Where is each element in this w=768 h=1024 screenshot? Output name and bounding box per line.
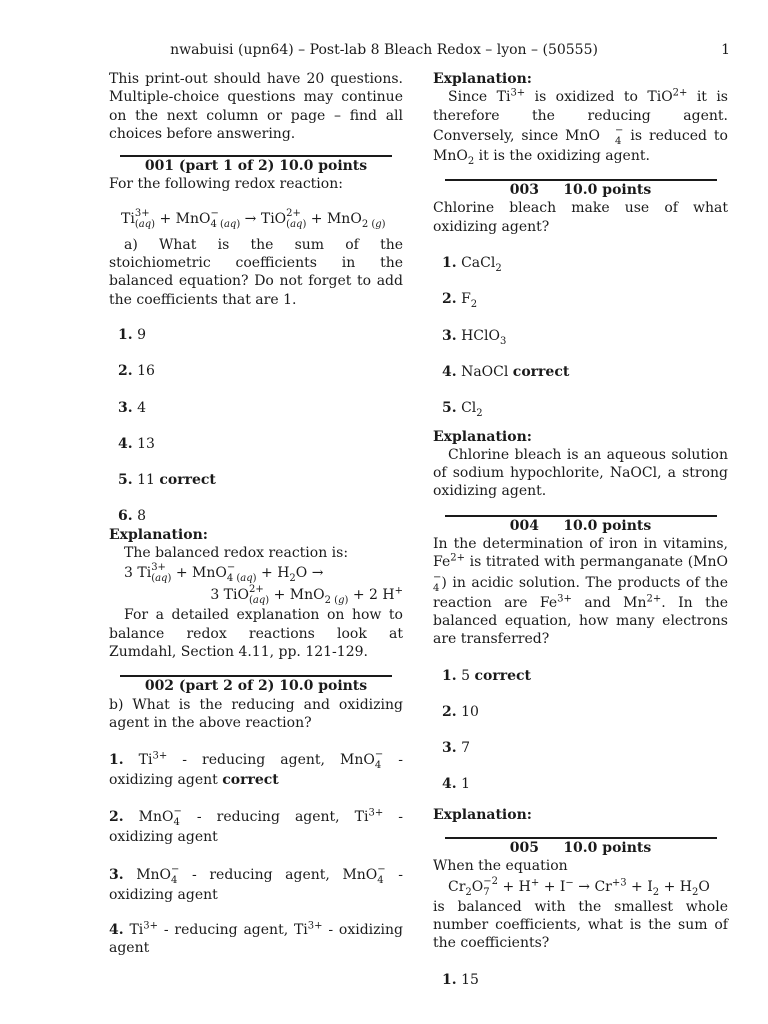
- answer-choice[interactable]: 1. CaCl$_2$: [442, 255, 502, 274]
- answer-choice[interactable]: 4. $Ti^{3+}$ - reducing agent, $Ti^{3+}$ - oxidizing agent: [109, 920, 403, 957]
- balanced-equation-line2: 3 TiO 2+ (aq) + MnO$_{2 (g)}$ + 2 H+: [210, 584, 403, 607]
- explanation-title: Explanation:: [433, 71, 532, 87]
- answer-choice[interactable]: 2. 10: [442, 703, 479, 720]
- question-1-prompt: For the following redox reaction:: [109, 176, 343, 193]
- correct-marker: correct: [222, 772, 279, 789]
- answer-choice[interactable]: 3. HClO$_3$: [442, 327, 507, 347]
- answer-choice[interactable]: 1. 15: [442, 971, 479, 988]
- answer-choice[interactable]: 1. $Ti^{3+}$ - reducing agent, MnO − 4 - oxidizing agent correct: [109, 749, 403, 789]
- answer-choice[interactable]: 5. 11 correct: [118, 472, 216, 489]
- left-column: [109, 70, 403, 958]
- question-3-text: Chlorine bleach make use of what oxidizing agent?: [433, 200, 728, 235]
- answer-choice[interactable]: 4. NaOCl correct: [442, 363, 570, 380]
- page-header: [0, 42, 768, 62]
- question-5-text: is balanced with the smallest whole number coefficients, what is the sum of the coefficients?: [433, 898, 728, 952]
- question-3-header: 003 10.0 points: [509, 182, 652, 199]
- page-title: nwabuisi (upn64) – Post-lab 8 Bleach Redox – lyon – (50555): [170, 42, 598, 58]
- explanation-title: Explanation:: [433, 806, 532, 823]
- question-1-header: 001 (part 1 of 2) 10.0 points: [144, 158, 368, 175]
- question-5-header: 005 10.0 points: [509, 840, 652, 857]
- explanation-title: Explanation:: [109, 526, 208, 543]
- question-5-equation: $Cr_2O$ −2 7 + $H^+ + I^- \to Cr^{+3} + I_2 + H_2O$: [448, 875, 710, 898]
- answer-choice[interactable]: 1. 9: [118, 326, 146, 343]
- answer-choice[interactable]: 5. $Cl_2$: [442, 400, 483, 420]
- balanced-equation-line1: 3 Ti 3+ (aq) + MnO − 4 (aq) + $H_2O$ →: [124, 562, 324, 585]
- question-1-text: a) What is the sum of the stoichiometric coefficients in the balanced equation? Do not forget to add the coefficients that are 1.: [109, 236, 403, 308]
- answer-choice[interactable]: 6. 8: [118, 508, 146, 525]
- correct-marker: correct: [159, 472, 216, 489]
- question-2-text: b) What is the reducing and oxidizing agent in the above reaction?: [109, 696, 403, 731]
- answer-choice[interactable]: 3. 4: [118, 399, 146, 416]
- answer-choice[interactable]: 2. MnO − 4 - reducing agent, $Ti^{3+}$ - oxidizing agent: [109, 806, 403, 846]
- explanation-title: Explanation:: [433, 428, 532, 445]
- answer-choice[interactable]: 2. $F_2$: [442, 291, 478, 311]
- question-4-text: In the determination of iron in vitamins, $Fe^{2+}$ is titrated with permanganate (MnO − 4 ) in acidic solution. The products of the reaction are $Fe^{3+}$ and $Mn^{2+}$. In the balanced equation, how many electrons are transferred?: [433, 536, 729, 648]
- page-number: 1: [721, 42, 730, 58]
- right-column: [433, 70, 728, 989]
- question-4-header: 004 10.0 points: [509, 517, 652, 534]
- q3-explanation-text: Chlorine bleach is an aqueous solution of sodium hypochlorite, NaOCl, a strong oxidizing agent.: [433, 446, 728, 500]
- question-2-header: 002 (part 2 of 2) 10.0 points: [144, 678, 368, 695]
- correct-marker: correct: [512, 363, 570, 380]
- correct-marker: correct: [474, 667, 531, 684]
- answer-choice[interactable]: 4. 13: [118, 435, 155, 452]
- explanation-intro: The balanced redox reaction is:: [124, 545, 349, 562]
- question-5-prompt: When the equation: [433, 858, 568, 875]
- intro-text: This print-out should have 20 questions. Multiple-choice questions may continue on the next column or page – find all choices before answering.: [109, 71, 403, 142]
- answer-choice[interactable]: 3. MnO − 4 - reducing agent, MnO − 4 - oxidizing agent: [109, 863, 403, 903]
- answer-choice[interactable]: 3. 7: [442, 740, 470, 757]
- answer-choice[interactable]: 2. 16: [118, 363, 155, 380]
- question-1-equation: Ti 3+ (aq) + MnO − 4 (aq) → TiO 2+ (aq) + MnO$_{2 (g)}$: [121, 207, 386, 230]
- answer-choice[interactable]: 1. 5 correct: [442, 667, 531, 684]
- q2-explanation-text: Since $Ti^{3+}$ is oxidized to TiO$^{2+}$ it is therefore the reducing agent. Conversely, since MnO − 4 is reduced to MnO$_2$ it is the oxidizing agent.: [433, 87, 728, 167]
- answer-choice[interactable]: 4. 1: [442, 776, 470, 793]
- explanation-text: For a detailed explanation on how to balance redox reactions look at Zumdahl, Section 4.11, pp. 121-129.: [109, 607, 403, 660]
